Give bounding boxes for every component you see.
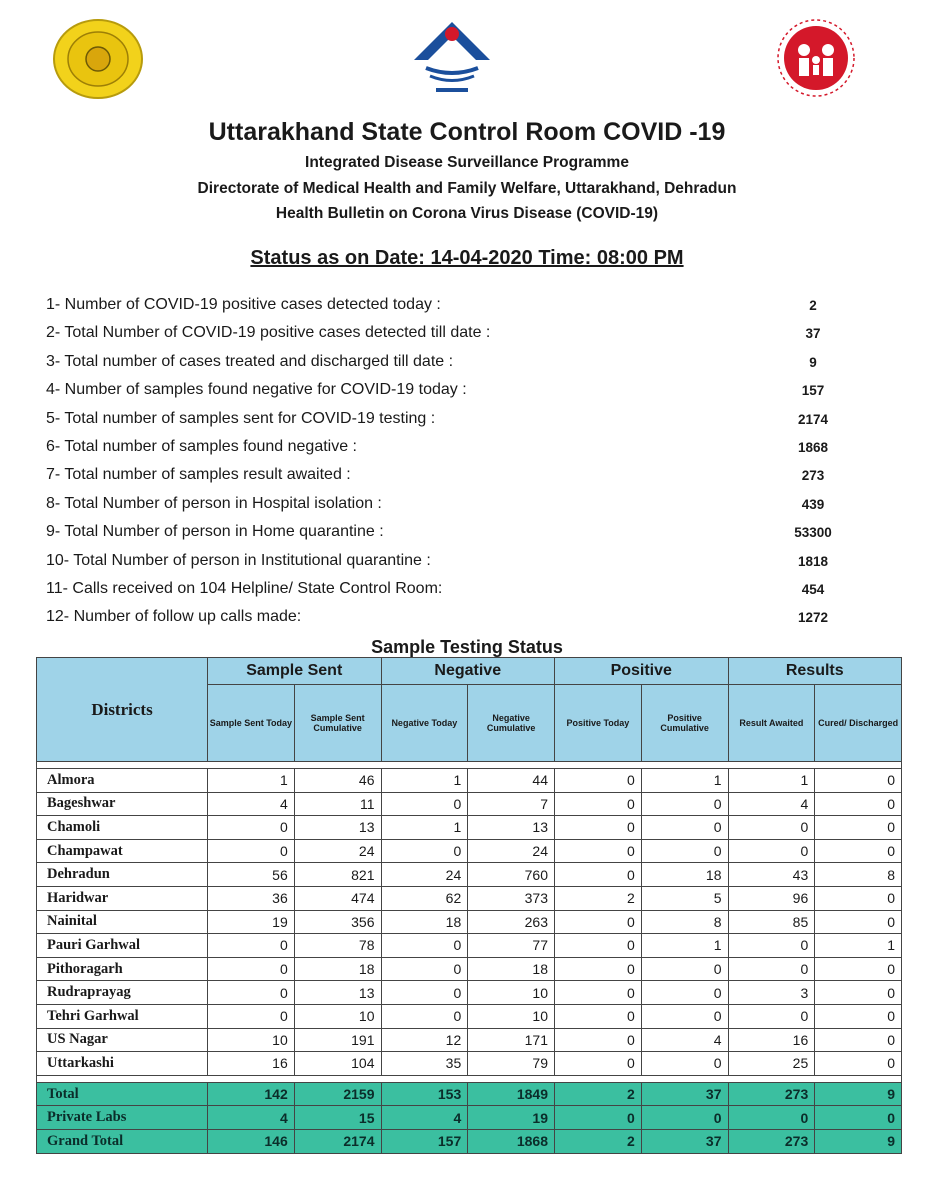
table-cell: 0 <box>641 1106 728 1130</box>
table-cell: 36 <box>208 886 295 910</box>
table-cell: 19 <box>208 910 295 934</box>
sample-testing-table <box>36 657 902 1154</box>
district-name: Total <box>37 1082 208 1106</box>
stat-value: 1868 <box>797 439 829 455</box>
district-name: Nainital <box>37 910 208 934</box>
table-cell: 0 <box>728 934 815 958</box>
table-cell: 9 <box>815 1129 902 1153</box>
table-cell: 0 <box>728 1004 815 1028</box>
district-name: Almora <box>37 769 208 793</box>
table-cell: 1 <box>641 934 728 958</box>
stat-value: 2 <box>809 298 817 313</box>
table-row <box>37 769 902 793</box>
table-cell: 191 <box>294 1028 381 1052</box>
table-cell: 0 <box>381 1004 468 1028</box>
table-cell: 43 <box>728 863 815 887</box>
table-cell: 0 <box>815 1004 902 1028</box>
table-cell: 24 <box>468 839 555 863</box>
table-cell: 2174 <box>294 1129 381 1153</box>
table-cell: 19 <box>468 1106 555 1130</box>
table-cell: 0 <box>208 934 295 958</box>
stat-item <box>46 548 846 576</box>
table-cell: 0 <box>815 1028 902 1052</box>
table-cell: 4 <box>208 792 295 816</box>
table-cell: 18 <box>294 957 381 981</box>
stat-label: 10- Total Number of person in Institutional quarantine : <box>46 551 431 569</box>
district-name: Rudraprayag <box>37 981 208 1005</box>
table-cell: 18 <box>381 910 468 934</box>
summary-stats-list <box>46 292 846 633</box>
table-cell: 4 <box>381 1106 468 1130</box>
table-cell: 4 <box>208 1106 295 1130</box>
table-cell: 10 <box>468 981 555 1005</box>
stat-label: 12- Number of follow up calls made: <box>46 608 302 626</box>
table-cell: 760 <box>468 863 555 887</box>
table-cell: 0 <box>641 981 728 1005</box>
table-cell: 157 <box>381 1129 468 1153</box>
stat-label: 2- Total Number of COVID-19 positive cases detected till date : <box>46 324 491 342</box>
stat-label: 8- Total Number of person in Hospital isolation : <box>46 494 382 512</box>
table-cell: 1 <box>381 816 468 840</box>
table-cell: 79 <box>468 1052 555 1076</box>
table-cell: 0 <box>381 839 468 863</box>
stat-value: 37 <box>805 326 821 342</box>
table-cell: 8 <box>815 863 902 887</box>
table-cell: 273 <box>728 1082 815 1106</box>
table-cell: 0 <box>208 1004 295 1028</box>
table-cell: 0 <box>815 957 902 981</box>
directorate-name: Directorate of Medical Health and Family Welfare, Uttarakhand, Dehradun <box>197 180 737 197</box>
table-cell: 8 <box>641 910 728 934</box>
stat-item <box>46 491 846 519</box>
district-name: Pithoragarh <box>37 957 208 981</box>
table-cell: 0 <box>815 981 902 1005</box>
districts-header: Districts <box>37 658 208 762</box>
table-cell: 10 <box>208 1028 295 1052</box>
table-cell: 4 <box>641 1028 728 1052</box>
table-cell: 25 <box>728 1052 815 1076</box>
table-total-row <box>37 1106 902 1130</box>
table-cell: 13 <box>294 981 381 1005</box>
table-cell: 0 <box>641 1052 728 1076</box>
table-cell: 0 <box>641 816 728 840</box>
table-cell: 78 <box>294 934 381 958</box>
table-cell: 18 <box>468 957 555 981</box>
table-cell: 0 <box>641 839 728 863</box>
district-name: Uttarkashi <box>37 1052 208 1076</box>
table-cell: 821 <box>294 863 381 887</box>
table-cell: 13 <box>468 816 555 840</box>
district-name: Champawat <box>37 839 208 863</box>
table-cell: 0 <box>815 910 902 934</box>
stat-item <box>46 519 846 547</box>
stat-item <box>46 604 846 632</box>
table-cell: 0 <box>555 957 642 981</box>
table-cell: 1 <box>815 934 902 958</box>
column-header: Positive Today <box>555 685 642 762</box>
table-row <box>37 886 902 910</box>
table-cell: 2159 <box>294 1082 381 1106</box>
table-cell: 16 <box>208 1052 295 1076</box>
table-cell: 0 <box>815 1052 902 1076</box>
bulletin-name: Health Bulletin on Corona Virus Disease (COVID-19) <box>275 205 659 222</box>
table-cell: 85 <box>728 910 815 934</box>
table-cell: 12 <box>381 1028 468 1052</box>
table-cell: 0 <box>555 1052 642 1076</box>
state-health-logo <box>52 18 144 100</box>
table-cell: 142 <box>208 1082 295 1106</box>
table-cell: 0 <box>555 1028 642 1052</box>
table-cell: 11 <box>294 792 381 816</box>
table-cell: 0 <box>641 792 728 816</box>
stat-label: 11- Calls received on 104 Helpline/ State Control Room: <box>46 579 443 597</box>
stat-label: 5- Total number of samples sent for COVID-19 testing : <box>46 409 436 427</box>
table-cell: 1868 <box>468 1129 555 1153</box>
table-spacer <box>37 762 902 769</box>
uttarakhand-govt-logo <box>408 18 496 98</box>
district-name: Bageshwar <box>37 792 208 816</box>
table-cell: 0 <box>555 934 642 958</box>
group-header-negative: Negative <box>381 658 555 685</box>
table-cell: 16 <box>728 1028 815 1052</box>
table-cell: 0 <box>728 839 815 863</box>
stat-item <box>46 292 846 320</box>
table-cell: 1 <box>728 769 815 793</box>
stat-value: 454 <box>801 581 825 597</box>
table-row <box>37 863 902 887</box>
stat-value: 157 <box>801 383 825 399</box>
stat-value: 1818 <box>797 553 829 569</box>
table-cell: 1 <box>641 769 728 793</box>
stat-label: 4- Number of samples found negative for COVID-19 today : <box>46 381 467 399</box>
table-cell: 0 <box>555 981 642 1005</box>
table-cell: 10 <box>468 1004 555 1028</box>
table-cell: 4 <box>728 792 815 816</box>
table-cell: 0 <box>555 839 642 863</box>
table-row <box>37 1004 902 1028</box>
status-date: Status as on Date: 14-04-2020 Time: 08:00 PM <box>250 247 684 269</box>
table-spacer <box>37 1075 902 1082</box>
table-row <box>37 1052 902 1076</box>
table-cell: 0 <box>555 1106 642 1130</box>
table-cell: 0 <box>555 769 642 793</box>
table-cell: 2 <box>555 1082 642 1106</box>
group-header-positive: Positive <box>555 658 729 685</box>
district-name: Chamoli <box>37 816 208 840</box>
stat-label: 9- Total Number of person in Home quarantine : <box>46 523 384 541</box>
stat-label: 3- Total number of cases treated and discharged till date : <box>46 352 454 370</box>
table-cell: 0 <box>381 934 468 958</box>
table-cell: 62 <box>381 886 468 910</box>
table-cell: 0 <box>555 816 642 840</box>
table-cell: 171 <box>468 1028 555 1052</box>
stat-label: 6- Total number of samples found negative : <box>46 437 357 455</box>
table-cell: 35 <box>381 1052 468 1076</box>
district-name: Dehradun <box>37 863 208 887</box>
stat-item <box>46 320 846 348</box>
table-cell: 0 <box>641 957 728 981</box>
stat-item <box>46 349 846 377</box>
table-cell: 0 <box>728 1106 815 1130</box>
table-row <box>37 934 902 958</box>
district-name: Pauri Garhwal <box>37 934 208 958</box>
stat-label: 1- Number of COVID-19 positive cases detected today : <box>46 296 441 313</box>
table-cell: 0 <box>381 792 468 816</box>
table-cell: 2 <box>555 1129 642 1153</box>
table-cell: 24 <box>381 863 468 887</box>
table-cell: 0 <box>381 957 468 981</box>
table-cell: 96 <box>728 886 815 910</box>
stat-item <box>46 576 846 604</box>
table-cell: 0 <box>555 863 642 887</box>
national-health-mission-logo <box>770 18 862 100</box>
table-cell: 0 <box>815 839 902 863</box>
table-cell: 0 <box>208 981 295 1005</box>
table-cell: 18 <box>641 863 728 887</box>
table-cell: 56 <box>208 863 295 887</box>
district-name: Haridwar <box>37 886 208 910</box>
table-cell: 13 <box>294 816 381 840</box>
table-cell: 0 <box>815 769 902 793</box>
table-cell: 0 <box>555 1004 642 1028</box>
table-cell: 37 <box>641 1082 728 1106</box>
table-cell: 104 <box>294 1052 381 1076</box>
district-name: Grand Total <box>37 1129 208 1153</box>
table-cell: 0 <box>815 792 902 816</box>
page-title: Uttarakhand State Control Room COVID -19 <box>208 118 726 146</box>
table-cell: 0 <box>381 981 468 1005</box>
table-row <box>37 792 902 816</box>
stat-item <box>46 462 846 490</box>
table-title: Sample Testing Status <box>371 637 563 657</box>
stat-value: 273 <box>801 468 825 484</box>
table-cell: 0 <box>555 910 642 934</box>
table-cell: 0 <box>208 839 295 863</box>
table-cell: 2 <box>555 886 642 910</box>
stat-item <box>46 406 846 434</box>
table-cell: 7 <box>468 792 555 816</box>
table-cell: 273 <box>728 1129 815 1153</box>
table-row <box>37 1028 902 1052</box>
stat-value: 53300 <box>794 525 832 541</box>
table-group-header-row <box>37 658 902 685</box>
table-cell: 1 <box>208 769 295 793</box>
table-cell: 0 <box>728 816 815 840</box>
district-name: US Nagar <box>37 1028 208 1052</box>
table-cell: 37 <box>641 1129 728 1153</box>
group-header-results: Results <box>728 658 902 685</box>
table-cell: 0 <box>641 1004 728 1028</box>
table-cell: 10 <box>294 1004 381 1028</box>
table-cell: 5 <box>641 886 728 910</box>
district-name: Private Labs <box>37 1106 208 1130</box>
table-cell: 44 <box>468 769 555 793</box>
programme-name: Integrated Disease Surveillance Programme <box>305 154 629 171</box>
table-cell: 0 <box>208 957 295 981</box>
table-row <box>37 839 902 863</box>
stat-value: 2174 <box>797 411 829 427</box>
table-cell: 373 <box>468 886 555 910</box>
table-cell: 0 <box>728 957 815 981</box>
table-cell: 46 <box>294 769 381 793</box>
table-cell: 0 <box>208 816 295 840</box>
group-header-sample-sent: Sample Sent <box>208 658 382 685</box>
table-cell: 3 <box>728 981 815 1005</box>
table-cell: 1849 <box>468 1082 555 1106</box>
column-header: Negative Cumulative <box>468 685 555 762</box>
table-row <box>37 981 902 1005</box>
table-cell: 0 <box>815 816 902 840</box>
table-cell: 24 <box>294 839 381 863</box>
column-header: Positive Cumulative <box>641 685 728 762</box>
table-total-row <box>37 1129 902 1153</box>
table-cell: 15 <box>294 1106 381 1130</box>
table-cell: 0 <box>815 1106 902 1130</box>
stat-value: 1272 <box>797 610 829 626</box>
table-row <box>37 816 902 840</box>
column-header: Sample Sent Today <box>208 685 295 762</box>
stat-value: 439 <box>801 496 825 512</box>
table-row <box>37 910 902 934</box>
table-cell: 153 <box>381 1082 468 1106</box>
stat-value: 9 <box>809 354 817 370</box>
column-header: Cured/ Discharged <box>815 685 902 762</box>
table-cell: 474 <box>294 886 381 910</box>
column-header: Negative Today <box>381 685 468 762</box>
stat-label: 7- Total number of samples result awaited : <box>46 466 351 484</box>
table-cell: 146 <box>208 1129 295 1153</box>
column-header: Sample Sent Cumulative <box>294 685 381 762</box>
table-cell: 1 <box>381 769 468 793</box>
table-cell: 9 <box>815 1082 902 1106</box>
table-row <box>37 957 902 981</box>
stat-item <box>46 377 846 405</box>
table-cell: 263 <box>468 910 555 934</box>
table-cell: 77 <box>468 934 555 958</box>
table-cell: 0 <box>555 792 642 816</box>
table-cell: 0 <box>815 886 902 910</box>
district-name: Tehri Garhwal <box>37 1004 208 1028</box>
column-header: Result Awaited <box>728 685 815 762</box>
stat-item <box>46 434 846 462</box>
table-cell: 356 <box>294 910 381 934</box>
table-total-row <box>37 1082 902 1106</box>
